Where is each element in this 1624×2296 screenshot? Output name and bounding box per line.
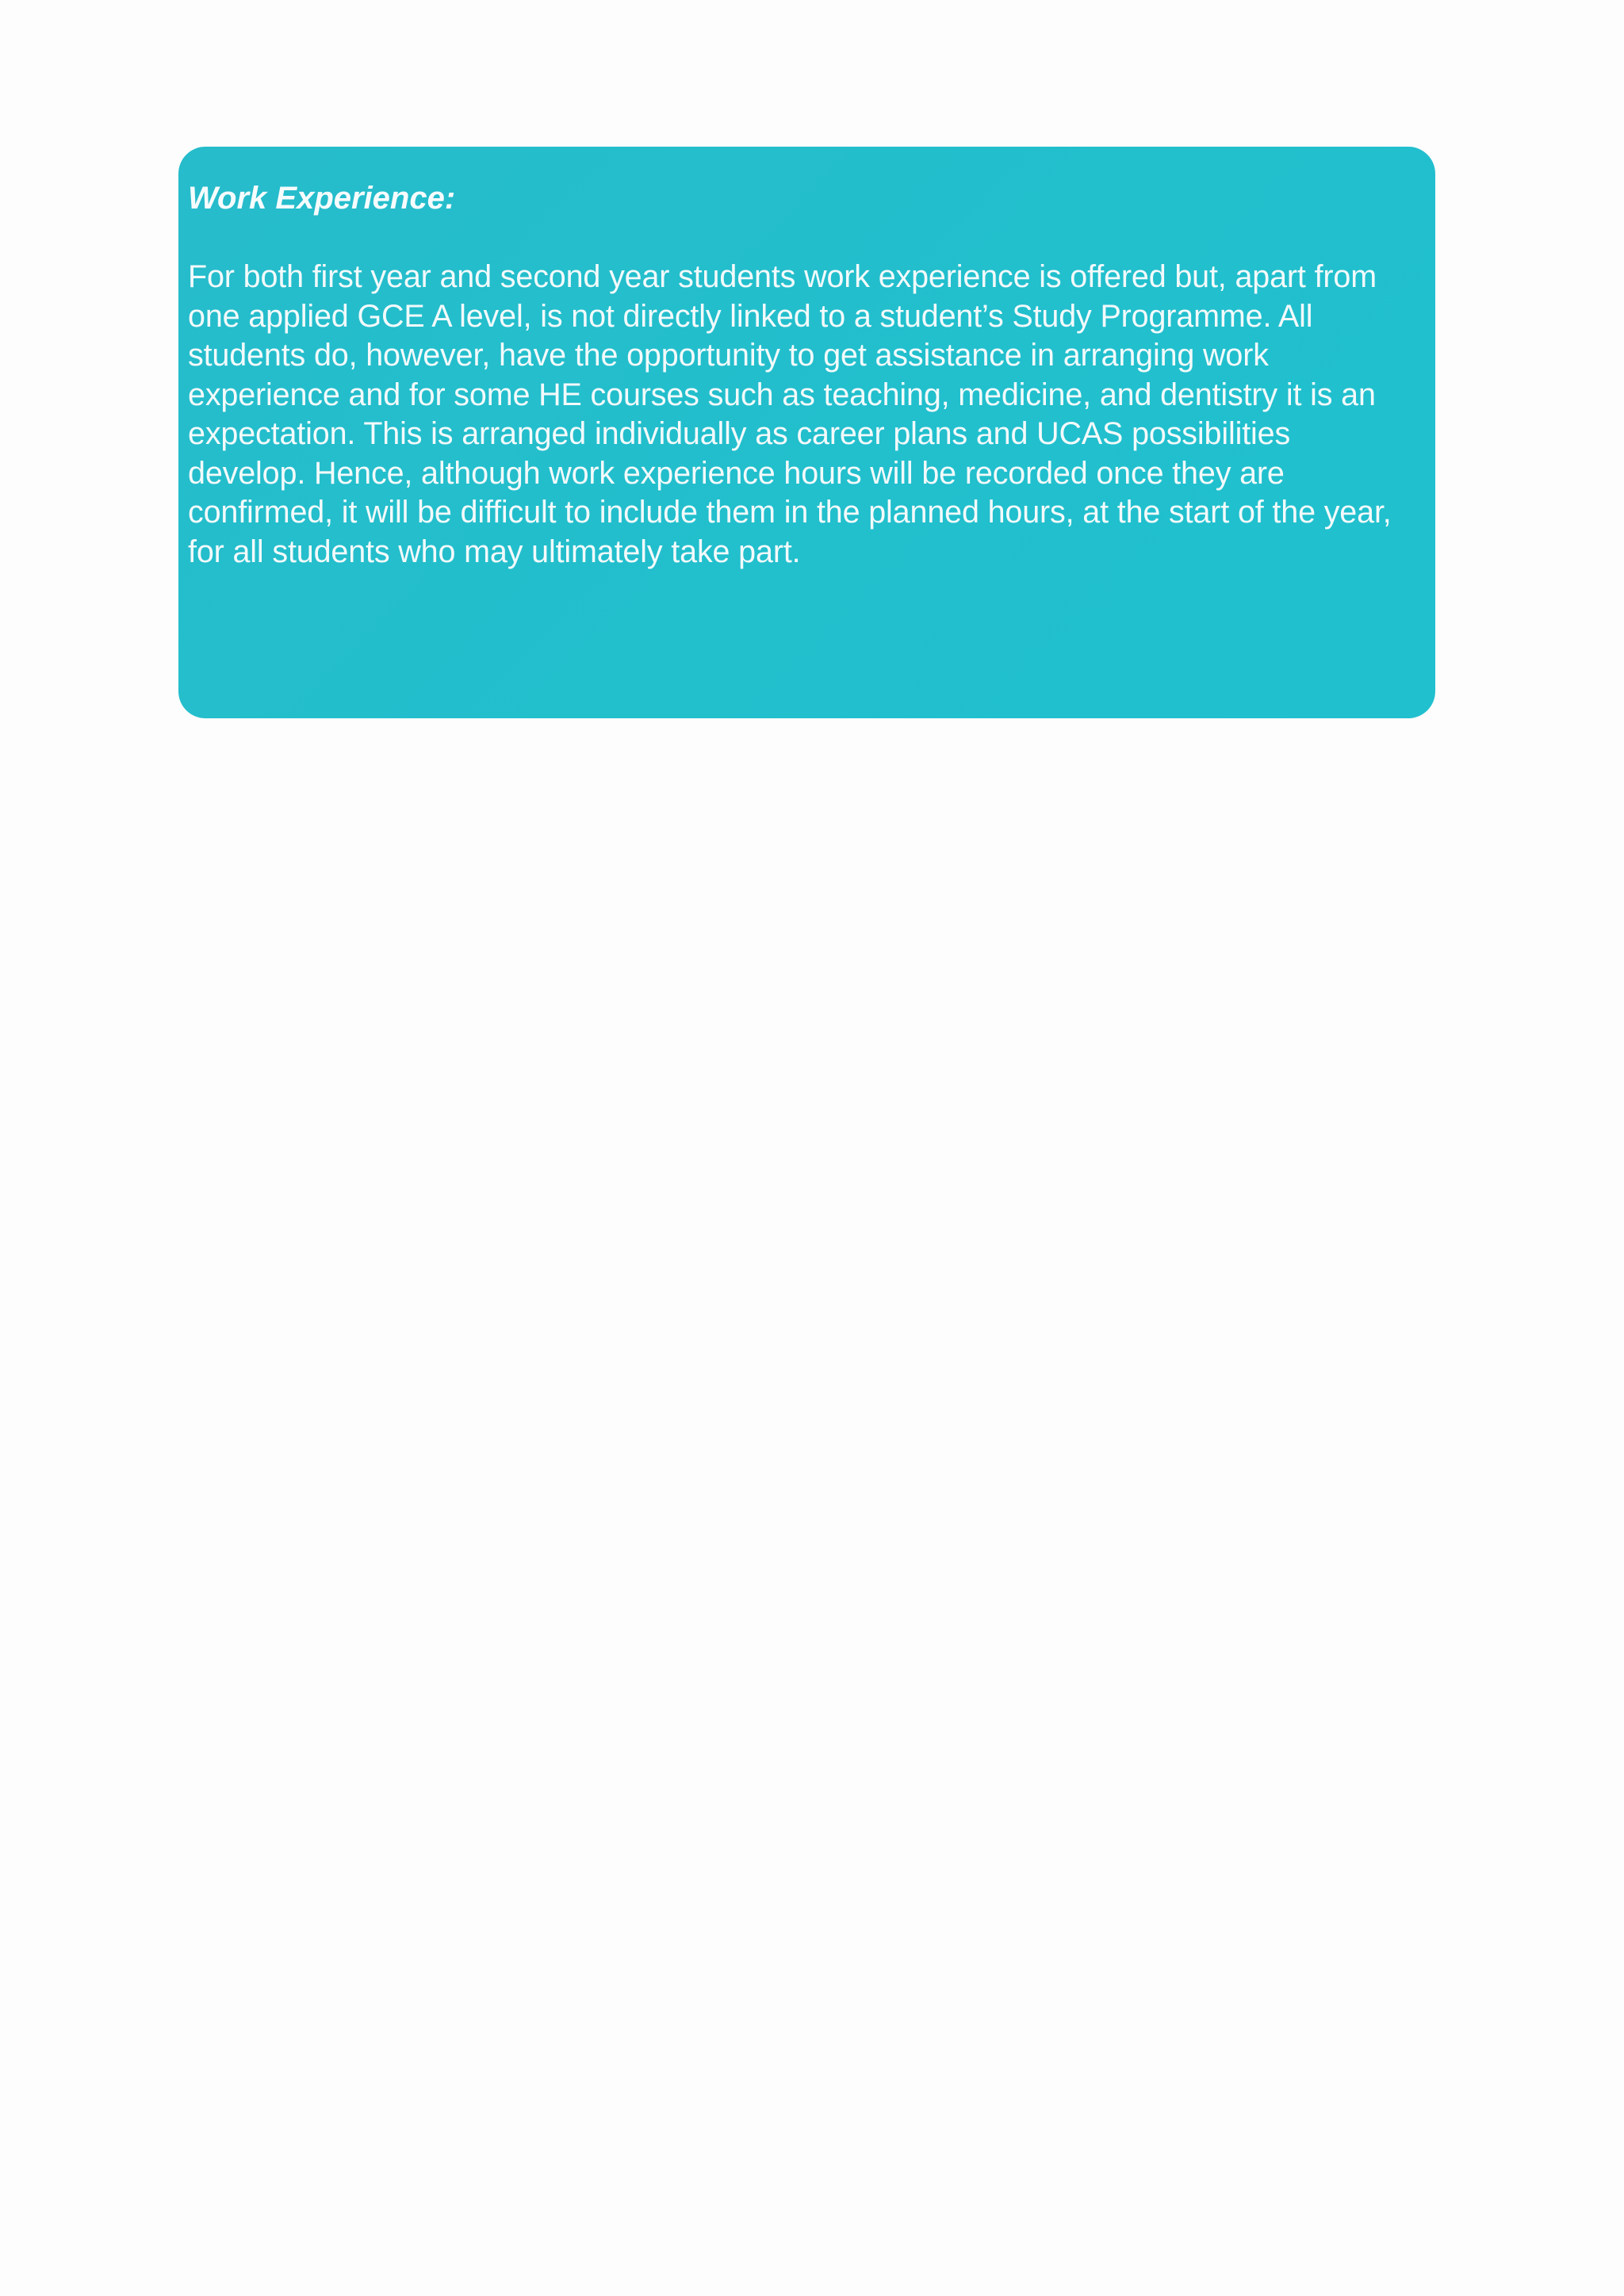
section-body-text: For both first year and second year students work experience is offered but, apart from one applied GCE A level, is not directly linked to a student’s Study Programme. All students do, however, have the opportunity to get assistance in arranging work experience and for some HE courses such as teaching, medicine, and dentistry it is an expectation. This is arranged individually as career plans and UCAS possibilities develop. Hence, although work experience hours will be recorded once they are confirmed, it will be difficult to include them in the planned hours, at the start of the year, for all students who may ultimately take part. — [188, 259, 1392, 569]
work-experience-panel — [178, 147, 1435, 718]
section-heading: Work Experience: — [188, 181, 456, 216]
